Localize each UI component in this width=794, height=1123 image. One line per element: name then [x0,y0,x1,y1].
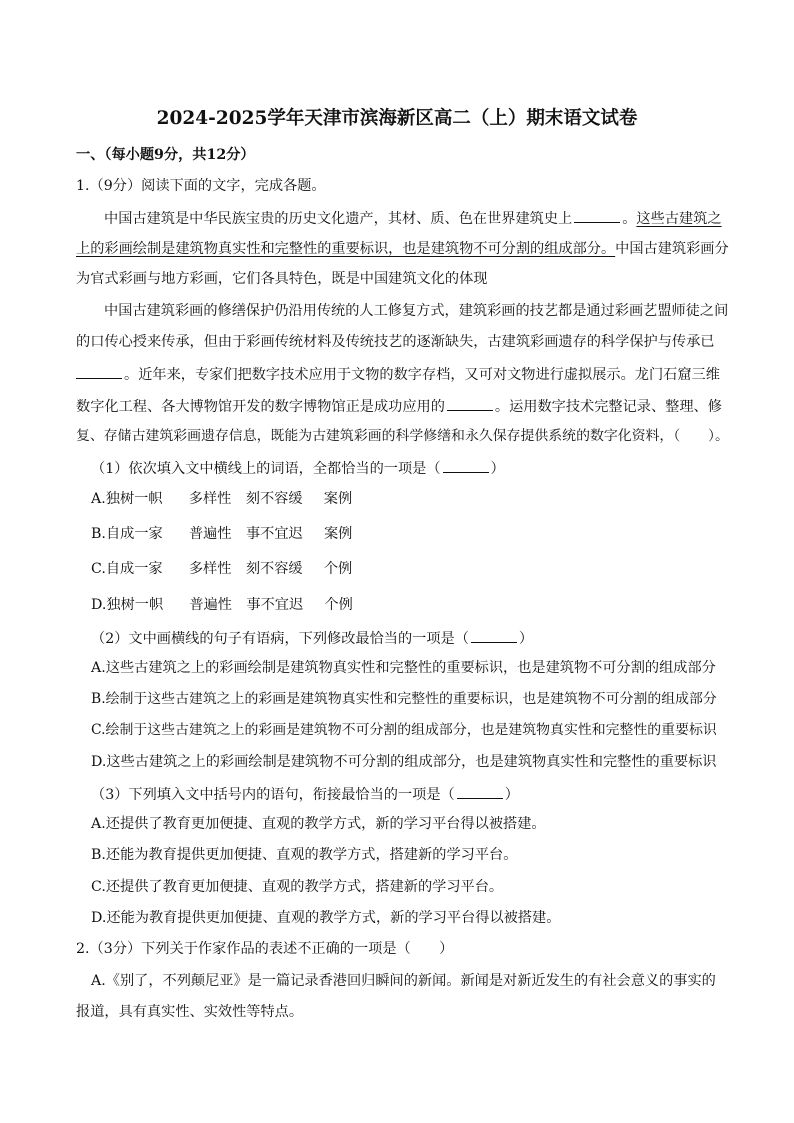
underlined-sentence: 这些古建筑之 [636,211,722,227]
sub2-stem [91,628,533,648]
q2-header: 2.（3分）下列关于作家作品的表述不正确的一项是（ ） [76,941,454,957]
fill-blank-3[interactable] [447,396,493,411]
sub1-option-b[interactable] [91,525,352,543]
sub1-option-a[interactable] [91,490,352,508]
option-word: 刻不容缓 [245,561,303,577]
option-word: 自成一家 [105,561,163,577]
sub3-option-b[interactable]: B.还能为教育提供更加便捷、直观的教学方式，搭建新的学习平台。 [91,847,518,863]
sub3-option-a[interactable]: A.还提供了教育更加便捷、直观的教学方式，新的学习平台得以被搭建。 [91,816,546,832]
sub2-option-a[interactable]: A.这些古建筑之上的彩画绘制是建筑物真实性和完整性的重要标识，也是建筑物不可分割的组成部分 [91,660,716,676]
sub3-option-d[interactable]: D.还能为教育提供更加便捷、直观的教学方式，新的学习平台得以被搭建。 [91,910,561,926]
option-label: B. [91,526,106,542]
passage-text: 。近年来，专家们把数字技术应用于文物的数字存档，又可对文物进行虚拟展示。龙门石窟三维 [124,367,720,383]
option-word: 独树一帜 [106,597,164,613]
option-word: 事不宜迟 [245,526,303,542]
sub1-stem [91,458,505,478]
answer-blank[interactable] [443,458,489,473]
passage-text: 中国古建筑彩画分 [615,241,729,257]
q1-passage-line-7 [76,396,722,416]
option-label: A. [91,491,106,507]
underlined-sentence: 上的彩画绘制是建筑物真实性和完整性的重要标识，也是建筑物不可分割的组成部分。 [76,241,616,257]
stem-text: ） [504,787,519,803]
option-word: 多样性 [188,561,232,577]
stem-text: ） [490,461,505,477]
stem-text: （2）文中画横线的句子有语病，下列修改最恰当的一项是（ [91,631,469,647]
stem-text: （1）依次填入文中横线上的词语，全都恰当的一项是（ [91,461,441,477]
option-word: 普遍性 [189,597,232,613]
sub3-option-c[interactable]: C.还提供了教育更加便捷、直观的教学方式，搭建新的学习平台。 [91,879,504,895]
page-title: 2024-2025学年天津市滨海新区高二（上）期末语文试卷 [156,108,638,129]
option-word: 个例 [324,597,353,613]
passage-text: 中国古建筑是中华民族宝贵的历史文化遗产，其材、质、色在世界建筑史上 [104,211,573,227]
passage-text: 数字化工程、各大博物馆开发的数字博物馆正是成功应用的 [76,399,445,415]
option-word: 刻不容缓 [245,491,303,507]
fill-blank-2[interactable] [76,364,122,379]
option-word: 多样性 [188,491,232,507]
option-word: 普遍性 [188,526,232,542]
passage-text: 。运用数字技术完整记录、整理、修 [494,399,722,415]
section-heading: 一、（每小题9分，共12分） [76,147,255,163]
option-word: 自成一家 [105,526,163,542]
sub1-option-c[interactable] [91,560,352,578]
q1-passage-line-4: 中国古建筑彩画的修缮保护仍沿用传统的人工修复方式，建筑彩画的技艺都是通过彩画艺盟师徒之间 [104,303,729,319]
option-word: 案例 [323,491,353,507]
q1-passage-line-8: 复、存储古建筑彩画遗存信息，既能为古建筑彩画的科学修缮和永久保存提供系统的数字化资料，（ ）。 [76,428,729,444]
fill-blank-1[interactable] [574,208,620,223]
option-label: D. [91,597,107,613]
q1-passage-line-3: 为官式彩画与地方彩画，它们各具特色，既是中国建筑文化的体现 [76,271,488,287]
q1-passage-line-2 [76,240,729,258]
q2-option-a-line-2: 报道，具有真实性、实效性等特点。 [76,1004,304,1020]
option-word: 事不宜迟 [246,597,304,613]
answer-blank[interactable] [471,628,517,643]
option-word: 个例 [323,561,353,577]
option-label: C. [91,561,106,577]
answer-blank[interactable] [457,784,503,799]
stem-text: （3）下列填入文中括号内的语句，衔接最恰当的一项是（ [91,787,455,803]
sub3-stem [91,784,519,804]
sub2-option-c[interactable]: C.绘制于这些古建筑之上的彩画是建筑物不可分割的组成部分，也是建筑物真实性和完整性的重要标识 [91,722,717,738]
option-word: 独树一帜 [105,491,163,507]
sub2-option-b[interactable]: B.绘制于这些古建筑之上的彩画是建筑物真实性和完整性的重要标识，也是建筑物不可分割的组成部分 [91,691,717,707]
q2-option-a-line-1[interactable]: A.《别了，不列颠尼亚》是一篇记录香港回归瞬间的新闻。新闻是对新近发生的有社会意义的事实的 [91,973,716,989]
passage-text: 。 [622,211,637,227]
sub2-option-d[interactable]: D.这些古建筑之上的彩画绘制是建筑物不可分割的组成部分，也是建筑物真实性和完整性的重要标识 [91,754,717,770]
q1-passage-line-5: 的口传心授来传承，但由于彩画传统材料及传统技艺的逐渐缺失，古建筑彩画遗存的科学保护与传承已 [76,334,715,350]
q1-passage-line-1 [104,208,722,228]
option-word: 案例 [323,526,353,542]
stem-text: ） [518,631,534,647]
sub1-option-d[interactable] [91,596,353,614]
q1-passage-line-6 [76,364,720,384]
q1-header: 1.（9分）阅读下面的文字，完成各题。 [76,178,326,194]
